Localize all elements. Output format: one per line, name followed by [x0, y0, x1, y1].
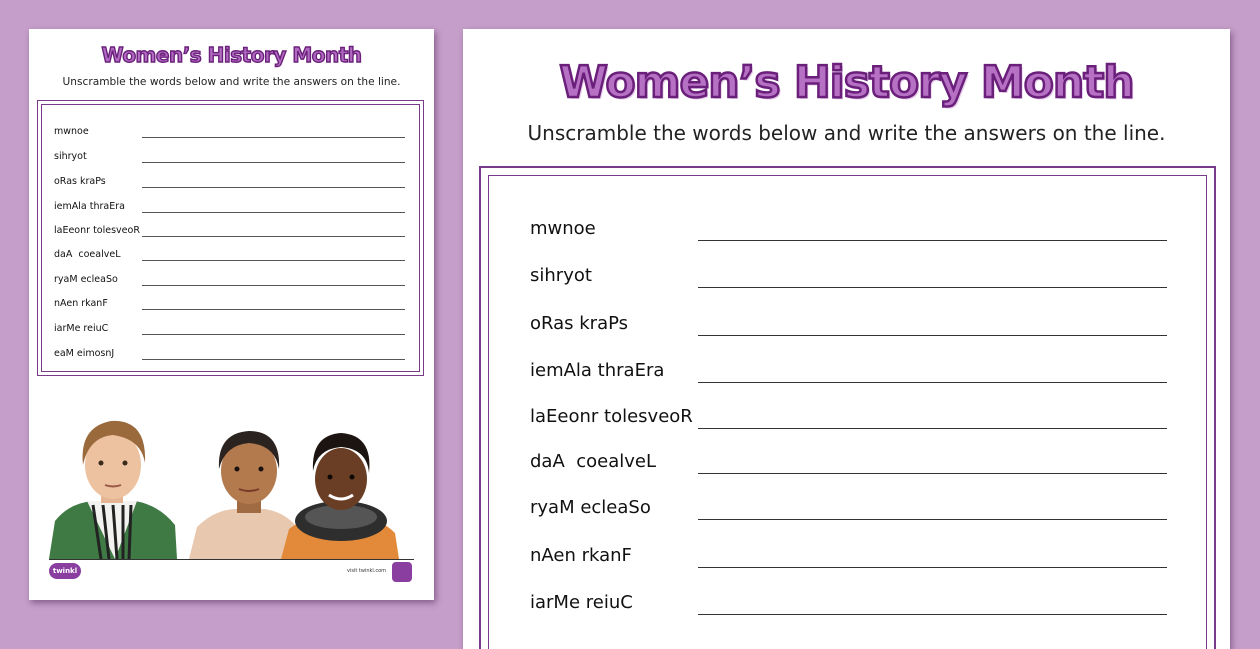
scrambled-word: oRas kraPs	[54, 176, 106, 187]
scrambled-word: mwnoe	[530, 218, 596, 239]
list-item	[530, 260, 1167, 290]
woman-portrait-middle	[189, 431, 303, 559]
footer-url: visit twinkl.com	[347, 568, 387, 574]
scrambled-word: eaM eimosnJ	[54, 348, 115, 359]
twinkl-logo: twinkl	[49, 563, 81, 579]
answer-line[interactable]	[698, 614, 1167, 615]
badge-icon	[392, 562, 412, 582]
list-item	[54, 343, 405, 363]
answer-line[interactable]	[698, 519, 1167, 520]
answer-line[interactable]	[698, 287, 1167, 288]
scrambled-word: nAen rkanF	[54, 298, 108, 309]
page-title: Women’s History Month	[559, 57, 1134, 108]
answer-box	[479, 166, 1216, 649]
scrambled-word: iemAla thraEra	[530, 360, 665, 381]
answer-line	[142, 285, 405, 286]
list-item	[54, 220, 405, 240]
scrambled-word: daA coealveL	[54, 249, 121, 260]
list-item	[530, 540, 1167, 570]
answer-line	[142, 187, 405, 188]
list-item	[54, 196, 405, 216]
answer-line[interactable]	[698, 567, 1167, 568]
thumbnail-title: Women’s History Month	[101, 43, 362, 67]
answer-line[interactable]	[698, 428, 1167, 429]
answer-line	[142, 260, 405, 261]
list-item	[530, 401, 1167, 431]
scrambled-word: oRas kraPs	[530, 313, 629, 334]
list-item	[530, 446, 1167, 476]
answer-line	[142, 359, 405, 360]
worksheet-page	[463, 29, 1230, 649]
list-item	[530, 587, 1167, 617]
scrambled-word: iarMe reiuC	[530, 592, 633, 613]
answer-line[interactable]	[698, 382, 1167, 383]
list-item	[54, 146, 405, 166]
list-item	[530, 492, 1167, 522]
worksheet-thumbnail	[29, 29, 434, 600]
scrambled-word: sihryot	[530, 265, 592, 286]
answer-line	[142, 137, 405, 138]
list-item	[54, 293, 405, 313]
thumbnail-instructions: Unscramble the words below and write the answers on the line.	[62, 76, 401, 88]
scrambled-word: ryaM ecleaSo	[530, 497, 651, 518]
answer-line	[142, 334, 405, 335]
answer-line[interactable]	[698, 473, 1167, 474]
woman-portrait-right	[281, 433, 399, 559]
answer-line[interactable]	[698, 240, 1167, 241]
answer-line	[142, 236, 405, 237]
scrambled-word: laEeonr tolesveoR	[54, 225, 140, 236]
scrambled-word: daA coealveL	[530, 451, 656, 472]
list-item	[530, 308, 1167, 338]
list-item	[530, 213, 1167, 243]
answer-line	[142, 309, 405, 310]
scrambled-word: nAen rkanF	[530, 545, 632, 566]
list-item	[54, 244, 405, 264]
instructions: Unscramble the words below and write the answers on the line.	[527, 121, 1166, 145]
scrambled-word: laEeonr tolesveoR	[530, 406, 693, 427]
answer-line	[142, 212, 405, 213]
scrambled-word: iarMe reiuC	[54, 323, 109, 334]
scrambled-word: sihryot	[54, 151, 87, 162]
scrambled-word: mwnoe	[54, 126, 89, 137]
list-item	[54, 171, 405, 191]
scrambled-word: iemAla thraEra	[54, 201, 125, 212]
thumbnail-answer-box	[37, 100, 424, 376]
women-illustration	[49, 405, 414, 559]
answer-line[interactable]	[698, 335, 1167, 336]
list-item	[54, 269, 405, 289]
footer-divider	[49, 559, 414, 560]
list-item	[530, 355, 1167, 385]
list-item	[54, 318, 405, 338]
answer-line	[142, 162, 405, 163]
list-item	[54, 121, 405, 141]
scrambled-word: ryaM ecleaSo	[54, 274, 118, 285]
woman-portrait-left	[49, 421, 177, 559]
